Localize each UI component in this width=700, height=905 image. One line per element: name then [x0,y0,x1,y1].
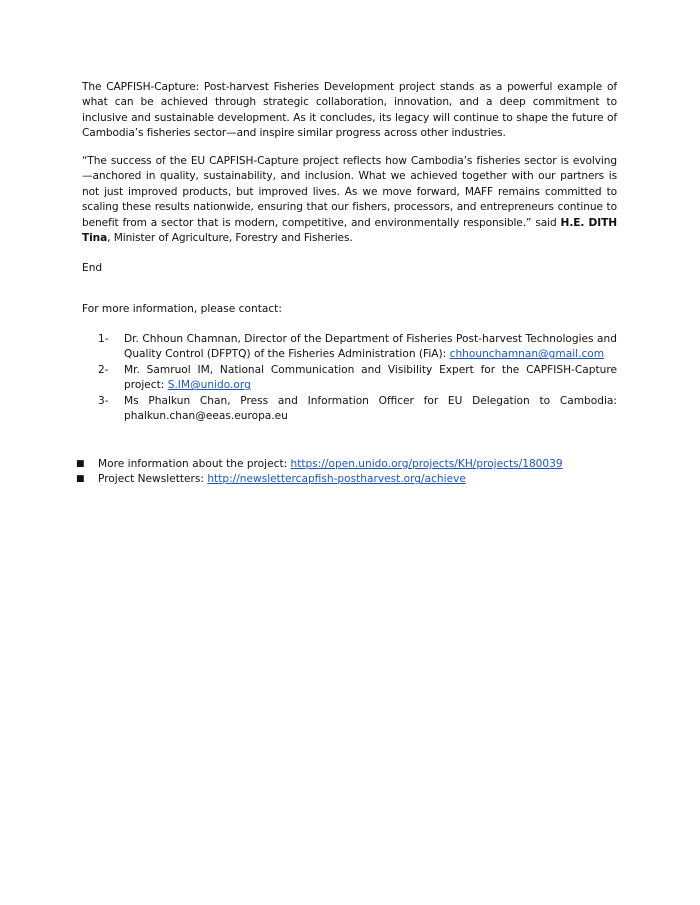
contact-number: 3- [98,394,109,407]
contact-text: Dr. Chhoun Chamnan, Director of the Department of Fisheries Post-harvest Technologies and Quality Control (DFPTQ) of the Fisheries Administration (FiA): [124,333,617,361]
contact-email-link[interactable]: S.IM@unido.org [167,379,251,392]
square-bullet-icon: ■ [76,474,85,485]
end-marker: End [82,262,103,274]
contact-item-2 [98,363,617,394]
resource-item-project [76,457,563,472]
minister-quote-paragraph [82,154,617,246]
project-link[interactable]: https://open.unido.org/projects/KH/projects/180039 [290,458,563,470]
contact-intro: For more information, please contact: [82,303,282,315]
resource-item-newsletter [76,472,563,487]
square-bullet-icon: ■ [76,459,85,469]
quote-text: “The success of the EU CAPFISH-Capture project reflects how Cambodia’s fisheries sector is evolving—anchored in quality, sustainability, and inclusion. What we achieved together with our partners is not just improved products, but improved lives. As we move forward, MAFF remains committed to scaling these results nationwide, ensuring that our fishers, processors, and entrepreneurs continue to benefit from a sector that is modern, competitive, and environmentally responsible.” said [82,155,617,229]
closing-paragraph: The CAPFISH-Capture: Post-harvest Fisheries Development project stands as a powerful example of what can be achieved through strategic collaboration, innovation, and a deep commitment to inclusive and sustainable development. As it concludes, its legacy will continue to shape the future of Cambodia’s fisheries sector—and inspire similar progress across other industries. [82,81,617,140]
contact-number: 1- [98,333,109,345]
contact-list [98,332,617,424]
contact-email-link[interactable]: chhounchamnan@gmail.com [449,348,605,361]
newsletter-link[interactable]: http://newslettercapfish-postharvest.org/achieve [207,473,466,486]
resource-text: More information about the project: [98,458,291,470]
contact-item-3 [98,394,617,425]
contact-text: Ms Phalkun Chan, Press and Information Officer for EU Delegation to Cambodia: phalkun.chan@eeas.europa.eu [124,394,617,423]
contact-number: 2- [98,363,109,376]
resource-text: Project Newsletters: [98,473,208,486]
speaker-title: , Minister of Agriculture, Forestry and Fisheries. [107,232,353,245]
contact-item-1 [98,332,617,363]
speaker-name: H.E. DITH Tina [82,216,617,245]
contact-text: Mr. Samruol IM, National Communication and Visibility Expert for the CAPFISH-Capture project: [124,363,617,392]
resource-list [76,457,563,488]
